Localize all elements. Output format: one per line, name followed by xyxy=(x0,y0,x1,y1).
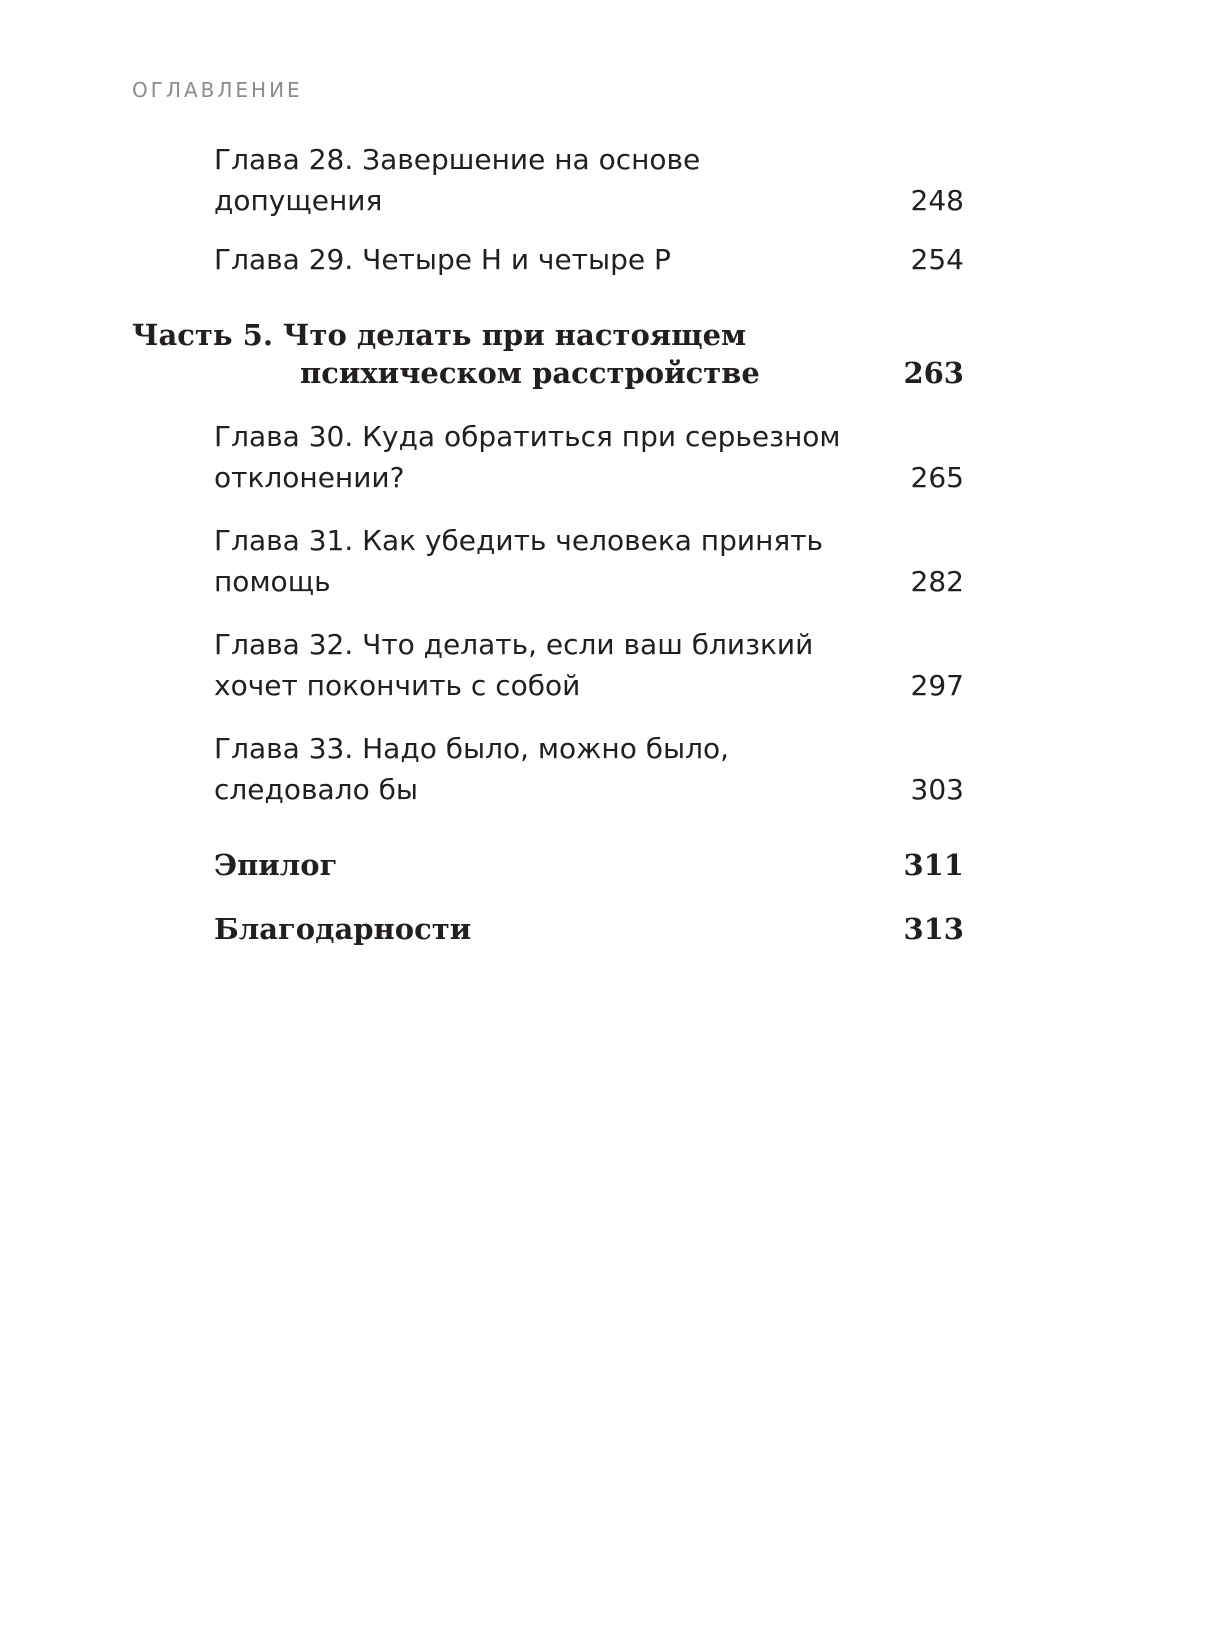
toc-entry-title-line: Глава 28. Завершение на основе xyxy=(214,143,701,176)
toc-entry-title-line: Глава 33. Надо было, можно было, xyxy=(214,732,730,765)
toc-entry-title xyxy=(214,520,854,602)
toc-entry-title-line: хочет покончить с собой xyxy=(214,669,581,702)
running-head: ОГЛАВЛЕНИЕ xyxy=(132,78,303,102)
toc-entry-title-line: отклонении? xyxy=(214,461,405,494)
toc-entry-title xyxy=(132,316,760,392)
toc-entry-page-number: 248 xyxy=(910,184,964,217)
toc-entry-page-number: 303 xyxy=(910,773,964,806)
toc-entry-title-line: следовало бы xyxy=(214,773,418,806)
toc-entry-page-number: 313 xyxy=(903,912,964,946)
toc-entry-title xyxy=(214,239,854,280)
toc-entry-title-line: Глава 31. Как убедить человека принять xyxy=(214,524,824,557)
toc-entry-title-line: Глава 32. Что делать, если ваш близкий xyxy=(214,628,814,661)
toc-entry-page-number: 311 xyxy=(903,848,964,882)
toc-entry-title-line: Глава 30. Куда обратиться при серьезном xyxy=(214,420,841,453)
toc-entry-page-number: 265 xyxy=(910,461,964,494)
toc-entry-title-line: Глава 29. Четыре Н и четыре Р xyxy=(214,243,671,276)
toc-entry-page-number: 254 xyxy=(910,243,964,276)
toc-entry-title xyxy=(214,416,854,498)
toc-entry-title: Эпилог xyxy=(214,848,338,882)
toc-entry-page-number: 282 xyxy=(910,565,964,598)
toc-entry-title: Благодарности xyxy=(214,912,472,946)
toc-entry-page-number: 263 xyxy=(903,356,964,390)
toc-entry-title-line: психическом расстройстве xyxy=(300,356,760,390)
toc-entry-title-line: помощь xyxy=(214,565,331,598)
toc-entry-title xyxy=(214,728,854,810)
toc-entry-title xyxy=(214,139,854,221)
toc-entry-page-number: 297 xyxy=(910,669,964,702)
toc-entry-title xyxy=(214,624,854,706)
toc-entry-title-line: Часть 5. Что делать при настоящем xyxy=(132,318,747,352)
toc-entry-title-line: допущения xyxy=(214,184,383,217)
